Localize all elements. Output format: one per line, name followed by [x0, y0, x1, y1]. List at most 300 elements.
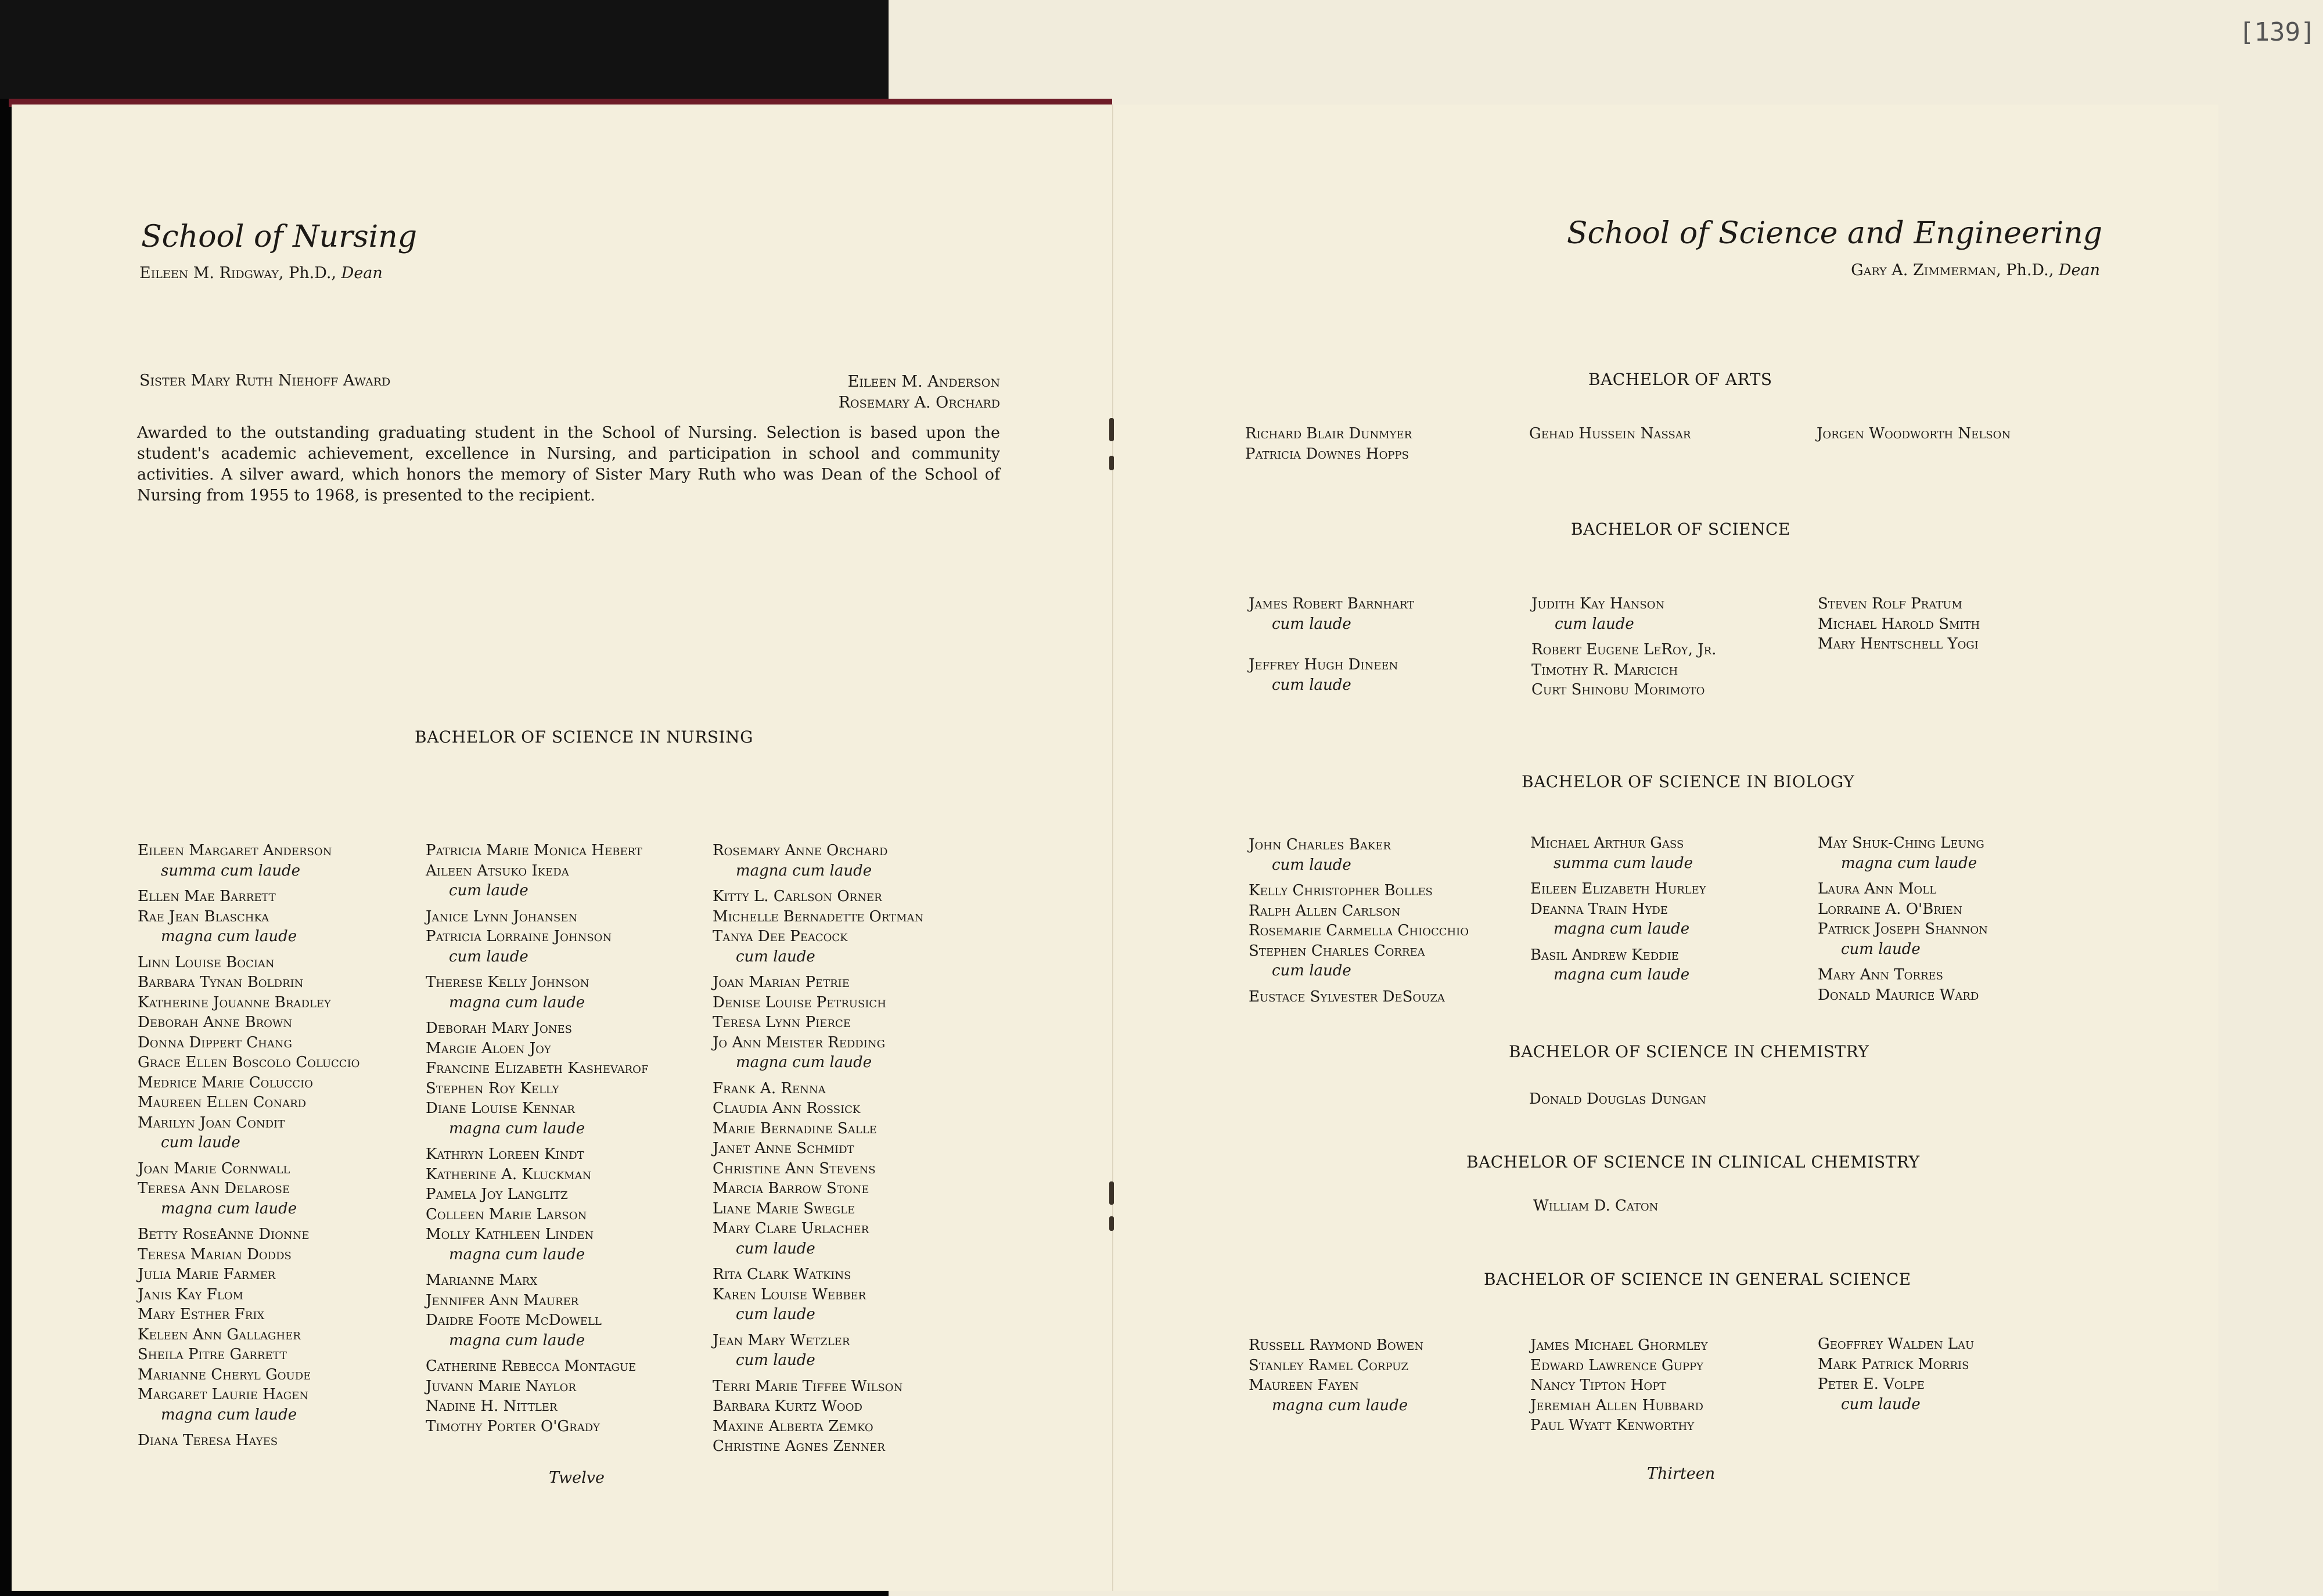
graduate-name: James Michael Ghormley: [1530, 1336, 1708, 1354]
graduate-name: Jean Mary Wetzler: [713, 1331, 850, 1349]
entry-spacer: [713, 881, 923, 887]
graduate-name: James Robert Barnhart: [1249, 595, 1415, 613]
entry-spacer: [426, 1350, 648, 1356]
graduate-name: Steven Rolf Pratum: [1818, 595, 1962, 613]
entry-spacer: [426, 1264, 648, 1270]
graduate-name: Eileen Margaret Anderson: [138, 842, 332, 859]
graduate-entry: [138, 1033, 359, 1053]
biology-heading: BACHELOR OF SCIENCE IN BIOLOGY: [1522, 772, 1855, 791]
graduate-name: Patricia Marie Monica Hebert: [426, 842, 642, 859]
bs-column-3: [1818, 594, 1980, 654]
graduate-name: Katherine Jouanne Bradley: [138, 993, 331, 1011]
honor-distinction: cum laude: [1841, 940, 1921, 958]
entry-spacer: [138, 881, 359, 887]
entry-spacer: [1249, 981, 1469, 987]
graduate-name: Betty RoseAnne Dionne: [138, 1226, 310, 1243]
chemistry-column: [1529, 1089, 1706, 1109]
graduate-entry: [1249, 987, 1469, 1007]
graduate-name: Mary Clare Urlacher: [713, 1220, 869, 1237]
graduate-entry: [1530, 899, 1706, 945]
graduate-name: Janice Lynn Johansen: [426, 907, 578, 925]
graduate-entry: [713, 1013, 923, 1033]
left-dean-line: [139, 264, 383, 282]
graduate-entry: [426, 1377, 648, 1397]
graduate-name: Eustace Sylvester DeSouza: [1249, 988, 1445, 1006]
honor-distinction: summa cum laude: [1554, 854, 1693, 872]
graduate-entry: [1818, 879, 1988, 899]
graduate-entry: [138, 1245, 359, 1265]
honor-distinction: magna cum laude: [1272, 1396, 1408, 1414]
honor-distinction: cum laude: [736, 1306, 815, 1323]
graduate-entry: [1818, 594, 1980, 614]
center-fold: [1112, 105, 1113, 1591]
graduate-entry: [138, 1431, 359, 1451]
graduate-name: Eileen Elizabeth Hurley: [1530, 880, 1706, 898]
graduate-name: Laura Ann Moll: [1818, 880, 1937, 898]
honor-distinction: cum laude: [1272, 856, 1351, 874]
graduate-name: Diana Teresa Hayes: [138, 1432, 278, 1449]
graduate-name: Diane Louise Kennar: [426, 1100, 575, 1117]
graduate-name: Juvann Marie Naylor: [426, 1377, 576, 1395]
left-school-title: School of Nursing: [141, 219, 418, 254]
graduate-name: Edward Lawrence Guppy: [1530, 1356, 1703, 1374]
honor-distinction: cum laude: [1841, 1395, 1921, 1413]
right-dean-line: [1851, 261, 2100, 279]
entry-spacer: [138, 1425, 359, 1431]
graduate-entry: [713, 841, 923, 887]
bs-column-2: [1531, 594, 1716, 700]
graduate-entry: [138, 993, 359, 1013]
binding-cover: [0, 0, 889, 99]
graduate-name: Deborah Mary Jones: [426, 1019, 572, 1037]
graduate-entry: [1533, 1196, 1658, 1216]
honor-distinction: cum laude: [449, 947, 528, 965]
entry-spacer: [713, 1325, 923, 1331]
graduate-entry: [426, 841, 648, 861]
graduate-entry: [713, 972, 923, 993]
entry-spacer: [426, 967, 648, 972]
graduate-entry: [138, 907, 359, 953]
graduate-entry: [1531, 594, 1716, 640]
chemistry-heading: BACHELOR OF SCIENCE IN CHEMISTRY: [1509, 1042, 1869, 1061]
graduate-entry: [1249, 901, 1469, 921]
graduate-name: Jorgen Woodworth Nelson: [1817, 425, 2011, 442]
graduate-name: Timothy Porter O'Grady: [426, 1417, 600, 1435]
entry-spacer: [1530, 873, 1706, 879]
graduate-entry: [138, 887, 359, 907]
right-dean-name: Gary A. Zimmerman: [1851, 261, 1997, 279]
graduate-entry: [713, 1079, 923, 1099]
graduate-name: Pamela Joy Langlitz: [426, 1186, 568, 1203]
left-page-number: Twelve: [549, 1469, 605, 1487]
left-dean-title: Dean: [341, 264, 383, 282]
graduate-name: Marie Bernadine Salle: [713, 1119, 877, 1137]
graduate-entry: [1818, 899, 1988, 920]
staple-top: [1109, 418, 1114, 441]
graduate-entry: [1530, 945, 1706, 985]
ba-column-1: [1245, 424, 1412, 464]
graduate-name: Patrick Joseph Shannon: [1818, 920, 1988, 938]
clinical-chemistry-heading: BACHELOR OF SCIENCE IN CLINICAL CHEMISTRY: [1466, 1152, 1920, 1172]
graduate-name: Ellen Mae Barrett: [138, 888, 276, 905]
graduate-entry: [138, 972, 359, 993]
graduate-name: Mary Ann Torres: [1818, 966, 1943, 983]
general-science-heading: BACHELOR OF SCIENCE IN GENERAL SCIENCE: [1484, 1270, 1911, 1289]
graduate-name: Joan Marian Petrie: [713, 974, 850, 991]
graduate-entry: [426, 1079, 648, 1099]
bs-column-1: [1249, 594, 1414, 695]
graduate-name: Terri Marie Tiffee Wilson: [713, 1377, 903, 1395]
graduate-entry: [138, 1365, 359, 1385]
graduate-name: Basil Andrew Keddie: [1530, 946, 1679, 964]
graduate-name: Jeffrey Hugh Dineen: [1249, 656, 1398, 673]
graduate-name: Stephen Charles Correa: [1249, 942, 1425, 960]
entry-spacer: [713, 1259, 923, 1264]
nursing-degree-heading: BACHELOR OF SCIENCE IN NURSING: [415, 727, 754, 747]
graduate-entry: [138, 953, 359, 973]
graduate-entry: [1817, 424, 2011, 444]
graduate-entry: [713, 1436, 923, 1457]
graduate-name: Stanley Ramel Corpuz: [1249, 1356, 1408, 1374]
entry-spacer: [426, 901, 648, 907]
graduate-name: Jennifer Ann Maurer: [426, 1291, 579, 1309]
graduate-entry: [1530, 833, 1706, 879]
graduate-name: Christine Agnes Zenner: [713, 1438, 885, 1455]
graduate-name: Rosemary Anne Orchard: [713, 842, 888, 859]
graduate-entry: [1818, 634, 1980, 654]
left-dean-degree: , Ph.D.,: [278, 264, 341, 282]
graduate-entry: [1249, 1375, 1423, 1415]
entry-spacer: [1818, 959, 1988, 965]
graduate-name: Patricia Lorraine Johnson: [426, 928, 612, 945]
graduate-entry: [426, 1224, 648, 1270]
graduate-entry: [1531, 680, 1716, 700]
graduate-entry: [713, 993, 923, 1013]
graduate-entry: [1249, 941, 1469, 987]
nursing-column-2: [426, 841, 648, 1436]
graduate-entry: [138, 841, 359, 887]
clinical-chemistry-column: [1533, 1196, 1658, 1216]
honor-distinction: magna cum laude: [1554, 920, 1690, 938]
graduate-name: Robert Eugene LeRoy, Jr.: [1531, 641, 1717, 658]
graduate-name: Molly Kathleen Linden: [426, 1226, 594, 1243]
entry-spacer: [426, 1139, 648, 1144]
graduate-entry: [138, 1159, 359, 1179]
graduate-name: Rosemarie Carmella Chiocchio: [1249, 922, 1469, 939]
graduate-name: Margie Aloen Joy: [426, 1039, 551, 1057]
graduate-entry: [138, 1179, 359, 1224]
entry-spacer: [138, 947, 359, 953]
graduate-name: Donald Douglas Dungan: [1529, 1090, 1706, 1108]
graduate-entry: [138, 1224, 359, 1245]
honor-distinction: cum laude: [736, 1352, 815, 1369]
graduate-name: Teresa Ann Delarose: [138, 1180, 290, 1197]
graduate-name: Marianne Marx: [426, 1271, 538, 1289]
graduate-name: Teresa Lynn Pierce: [713, 1014, 851, 1031]
graduate-entry: [713, 1139, 923, 1159]
staple-top-2: [1109, 456, 1114, 470]
graduate-entry: [713, 927, 923, 972]
honor-distinction: cum laude: [1555, 615, 1634, 633]
graduate-name: Maxine Alberta Zemko: [713, 1417, 873, 1435]
graduate-name: Kelly Christopher Bolles: [1249, 882, 1433, 899]
graduate-entry: [1249, 1335, 1423, 1356]
graduate-name: Lorraine A. O'Brien: [1818, 900, 1962, 918]
graduate-entry: [426, 1018, 648, 1039]
graduate-name: Jo Ann Meister Redding: [713, 1033, 885, 1051]
entry-spacer: [713, 1073, 923, 1079]
graduate-entry: [138, 1013, 359, 1033]
honor-distinction: magna cum laude: [161, 928, 297, 945]
graduate-name: Medrice Marie Coluccio: [138, 1073, 313, 1091]
graduate-name: Julia Marie Farmer: [138, 1266, 276, 1283]
graduate-name: Frank A. Renna: [713, 1079, 826, 1097]
graduate-entry: [426, 927, 648, 972]
graduate-name: Paul Wyatt Kenworthy: [1530, 1417, 1695, 1434]
graduate-entry: [713, 1417, 923, 1437]
graduate-name: Marcia Barrow Stone: [713, 1180, 869, 1197]
entry-spacer: [1249, 875, 1469, 881]
graduate-name: Teresa Marian Dodds: [138, 1245, 292, 1263]
graduate-entry: [426, 1058, 648, 1079]
graduate-name: Linn Louise Bocian: [138, 953, 275, 971]
biology-column-1: [1249, 835, 1469, 1007]
graduate-entry: [138, 1093, 359, 1113]
graduate-name: Marilyn Joan Condit: [138, 1114, 285, 1132]
graduate-name: Timothy R. Maricich: [1531, 661, 1678, 679]
honor-distinction: magna cum laude: [449, 1119, 585, 1137]
honor-distinction: cum laude: [1272, 615, 1351, 633]
graduate-name: Grace Ellen Boscolo Coluccio: [138, 1054, 360, 1071]
graduate-name: William D. Caton: [1533, 1197, 1659, 1215]
ba-column-2: [1529, 424, 1691, 444]
graduate-name: Keleen Ann Gallagher: [138, 1325, 301, 1343]
graduate-entry: [1245, 424, 1412, 444]
honor-distinction: magna cum laude: [736, 862, 872, 880]
graduate-name: Maureen Fayen: [1249, 1377, 1359, 1394]
graduate-name: Nancy Tipton Hopt: [1530, 1377, 1667, 1394]
graduate-name: Michael Harold Smith: [1818, 615, 1980, 633]
graduate-entry: [426, 1144, 648, 1165]
graduate-name: Kathryn Loreen Kindt: [426, 1145, 584, 1163]
graduate-entry: [426, 1165, 648, 1185]
graduate-name: May Shuk-Ching Leung: [1818, 834, 1984, 852]
graduate-entry: [713, 1285, 923, 1331]
graduate-name: Mary Hentschell Yogi: [1818, 635, 1979, 653]
archive-page-stamp: [139]: [2239, 17, 2316, 47]
graduate-entry: [1249, 655, 1414, 695]
graduate-name: Liane Marie Swegle: [713, 1199, 855, 1217]
graduate-entry: [138, 1053, 359, 1073]
graduate-name: Mary Esther Frix: [138, 1306, 265, 1323]
graduate-name: Rae Jean Blaschka: [138, 907, 269, 925]
graduate-entry: [713, 1159, 923, 1179]
graduate-name: Michael Arthur Gass: [1530, 834, 1684, 852]
graduate-entry: [1249, 881, 1469, 901]
graduate-entry: [1530, 1356, 1707, 1376]
entry-spacer: [1530, 939, 1706, 945]
graduate-name: Rita Clark Watkins: [713, 1266, 851, 1283]
graduate-entry: [713, 1098, 923, 1119]
graduate-name: Russell Raymond Bowen: [1249, 1336, 1424, 1354]
graduate-entry: [713, 1331, 923, 1377]
honor-distinction: magna cum laude: [1841, 854, 1977, 872]
staple-bottom: [1109, 1181, 1114, 1205]
graduate-entry: [1818, 919, 1988, 965]
graduate-entry: [426, 1098, 648, 1144]
left-dean-name: Eileen M. Ridgway: [139, 264, 279, 282]
graduate-name: Maureen Ellen Conard: [138, 1094, 307, 1111]
graduate-entry: [713, 1396, 923, 1417]
graduate-entry: [1818, 1374, 1974, 1414]
biology-column-3: [1818, 833, 1988, 1005]
graduate-name: Michelle Bernadette Ortman: [713, 907, 924, 925]
graduate-entry: [1530, 1335, 1707, 1356]
graduate-entry: [1818, 614, 1980, 635]
graduate-name: Claudia Ann Rossick: [713, 1100, 861, 1117]
graduate-entry: [138, 1285, 359, 1305]
graduate-entry: [426, 1356, 648, 1377]
honor-distinction: magna cum laude: [161, 1406, 297, 1424]
graduate-name: Stephen Roy Kelly: [426, 1079, 559, 1097]
graduate-name: Colleen Marie Larson: [426, 1205, 587, 1223]
entry-spacer: [713, 1371, 923, 1377]
graduate-name: Francine Elizabeth Kashevarof: [426, 1060, 649, 1077]
graduate-entry: [426, 1396, 648, 1417]
graduate-name: Deanna Train Hyde: [1530, 900, 1668, 918]
entry-spacer: [138, 1219, 359, 1224]
graduate-entry: [426, 1291, 648, 1311]
graduate-entry: [713, 1264, 923, 1285]
honor-distinction: cum laude: [1272, 962, 1351, 979]
graduate-name: Marianne Cheryl Goude: [138, 1366, 311, 1384]
award-recipient: Rosemary A. Orchard: [838, 394, 1000, 412]
graduate-name: Catherine Rebecca Montague: [426, 1357, 637, 1375]
honor-distinction: cum laude: [736, 1240, 815, 1258]
graduate-name: Geoffrey Walden Lau: [1818, 1335, 1975, 1353]
right-dean-degree: , Ph.D.,: [1996, 261, 2059, 279]
graduate-name: Donald Maurice Ward: [1818, 986, 1979, 1004]
graduate-name: Joan Marie Cornwall: [138, 1159, 290, 1177]
graduate-entry: [1818, 985, 1988, 1006]
honor-distinction: magna cum laude: [1554, 966, 1690, 983]
entry-spacer: [713, 967, 923, 972]
graduate-name: John Charles Baker: [1249, 836, 1391, 853]
graduate-entry: [426, 1039, 648, 1059]
graduate-entry: [1530, 1415, 1707, 1436]
general-science-column-2: [1530, 1335, 1707, 1436]
graduate-entry: [426, 972, 648, 1018]
general-science-column-1: [1249, 1335, 1423, 1415]
graduate-entry: [713, 1179, 923, 1199]
graduate-name: Mark Patrick Morris: [1818, 1355, 1969, 1373]
award-name: Sister Mary Ruth Niehoff Award: [139, 372, 391, 390]
graduate-name: Judith Kay Hanson: [1531, 595, 1665, 613]
graduate-name: Patricia Downes Hopps: [1245, 445, 1409, 463]
graduate-entry: [1530, 1375, 1707, 1396]
graduate-entry: [713, 1377, 923, 1397]
honor-distinction: cum laude: [1272, 676, 1351, 694]
graduate-entry: [426, 1310, 648, 1356]
graduate-entry: [426, 1417, 648, 1437]
graduate-entry: [426, 1270, 648, 1291]
graduate-entry: [1249, 594, 1414, 655]
entry-spacer: [1249, 634, 1414, 655]
graduate-entry: [1818, 833, 1988, 879]
graduate-name: Nadine H. Nittler: [426, 1397, 558, 1415]
graduate-name: Gehad Hussein Nassar: [1529, 425, 1691, 442]
graduate-name: Sheila Pitre Garrett: [138, 1346, 287, 1363]
graduate-name: Janet Anne Schmidt: [713, 1140, 854, 1157]
graduate-name: Karen Louise Webber: [713, 1285, 866, 1303]
honor-distinction: cum laude: [736, 947, 815, 965]
right-school-title: School of Science and Engineering: [1566, 216, 2102, 251]
graduate-entry: [1531, 640, 1716, 660]
graduate-name: Jeremiah Allen Hubbard: [1530, 1396, 1703, 1414]
graduate-entry: [138, 1385, 359, 1431]
graduate-name: Barbara Tynan Boldrin: [138, 974, 304, 991]
graduate-entry: [1530, 1396, 1707, 1416]
graduate-name: Margaret Laurie Hagen: [138, 1386, 308, 1403]
graduate-entry: [713, 1033, 923, 1079]
graduate-name: Kitty L. Carlson Orner: [713, 888, 882, 905]
honor-distinction: magna cum laude: [449, 1245, 585, 1263]
graduate-entry: [138, 1073, 359, 1093]
honor-distinction: cum laude: [449, 882, 528, 899]
graduate-entry: [1529, 1089, 1706, 1109]
graduate-name: Deborah Anne Brown: [138, 1014, 293, 1031]
graduate-entry: [1245, 444, 1412, 464]
entry-spacer: [1818, 873, 1988, 879]
award-recipients: [784, 372, 1000, 413]
graduate-name: Curt Shinobu Morimoto: [1531, 681, 1705, 698]
graduate-entry: [1249, 921, 1469, 941]
graduate-entry: [1529, 424, 1691, 444]
nursing-column-3: [713, 841, 923, 1457]
graduate-name: Peter E. Volpe: [1818, 1375, 1925, 1393]
graduate-entry: [1818, 1354, 1974, 1375]
right-page-number: Thirteen: [1647, 1465, 1716, 1483]
graduate-entry: [138, 1345, 359, 1365]
right-dean-title: Dean: [2058, 261, 2100, 279]
graduate-name: Aileen Atsuko Ikeda: [426, 862, 569, 880]
graduate-entry: [426, 1184, 648, 1205]
graduate-entry: [1530, 879, 1706, 899]
graduate-entry: [138, 1264, 359, 1285]
ba-heading: BACHELOR OF ARTS: [1588, 370, 1772, 389]
entry-spacer: [1531, 634, 1716, 640]
graduate-entry: [138, 1113, 359, 1159]
graduate-name: Denise Louise Petrusich: [713, 993, 886, 1011]
nursing-column-1: [138, 841, 359, 1451]
honor-distinction: cum laude: [161, 1134, 240, 1151]
graduate-name: Barbara Kurtz Wood: [713, 1397, 862, 1415]
biology-column-2: [1530, 833, 1706, 985]
graduate-entry: [138, 1325, 359, 1345]
honor-distinction: magna cum laude: [449, 993, 585, 1011]
graduate-entry: [1531, 660, 1716, 680]
general-science-column-3: [1818, 1334, 1974, 1414]
honor-distinction: magna cum laude: [161, 1199, 297, 1217]
graduate-name: Daidre Foote McDowell: [426, 1312, 602, 1329]
graduate-entry: [713, 1219, 923, 1264]
honor-distinction: magna cum laude: [449, 1331, 585, 1349]
graduate-entry: [426, 861, 648, 907]
graduate-name: Christine Ann Stevens: [713, 1159, 876, 1177]
graduate-entry: [1249, 835, 1469, 881]
entry-spacer: [138, 1153, 359, 1159]
entry-spacer: [426, 1013, 648, 1018]
